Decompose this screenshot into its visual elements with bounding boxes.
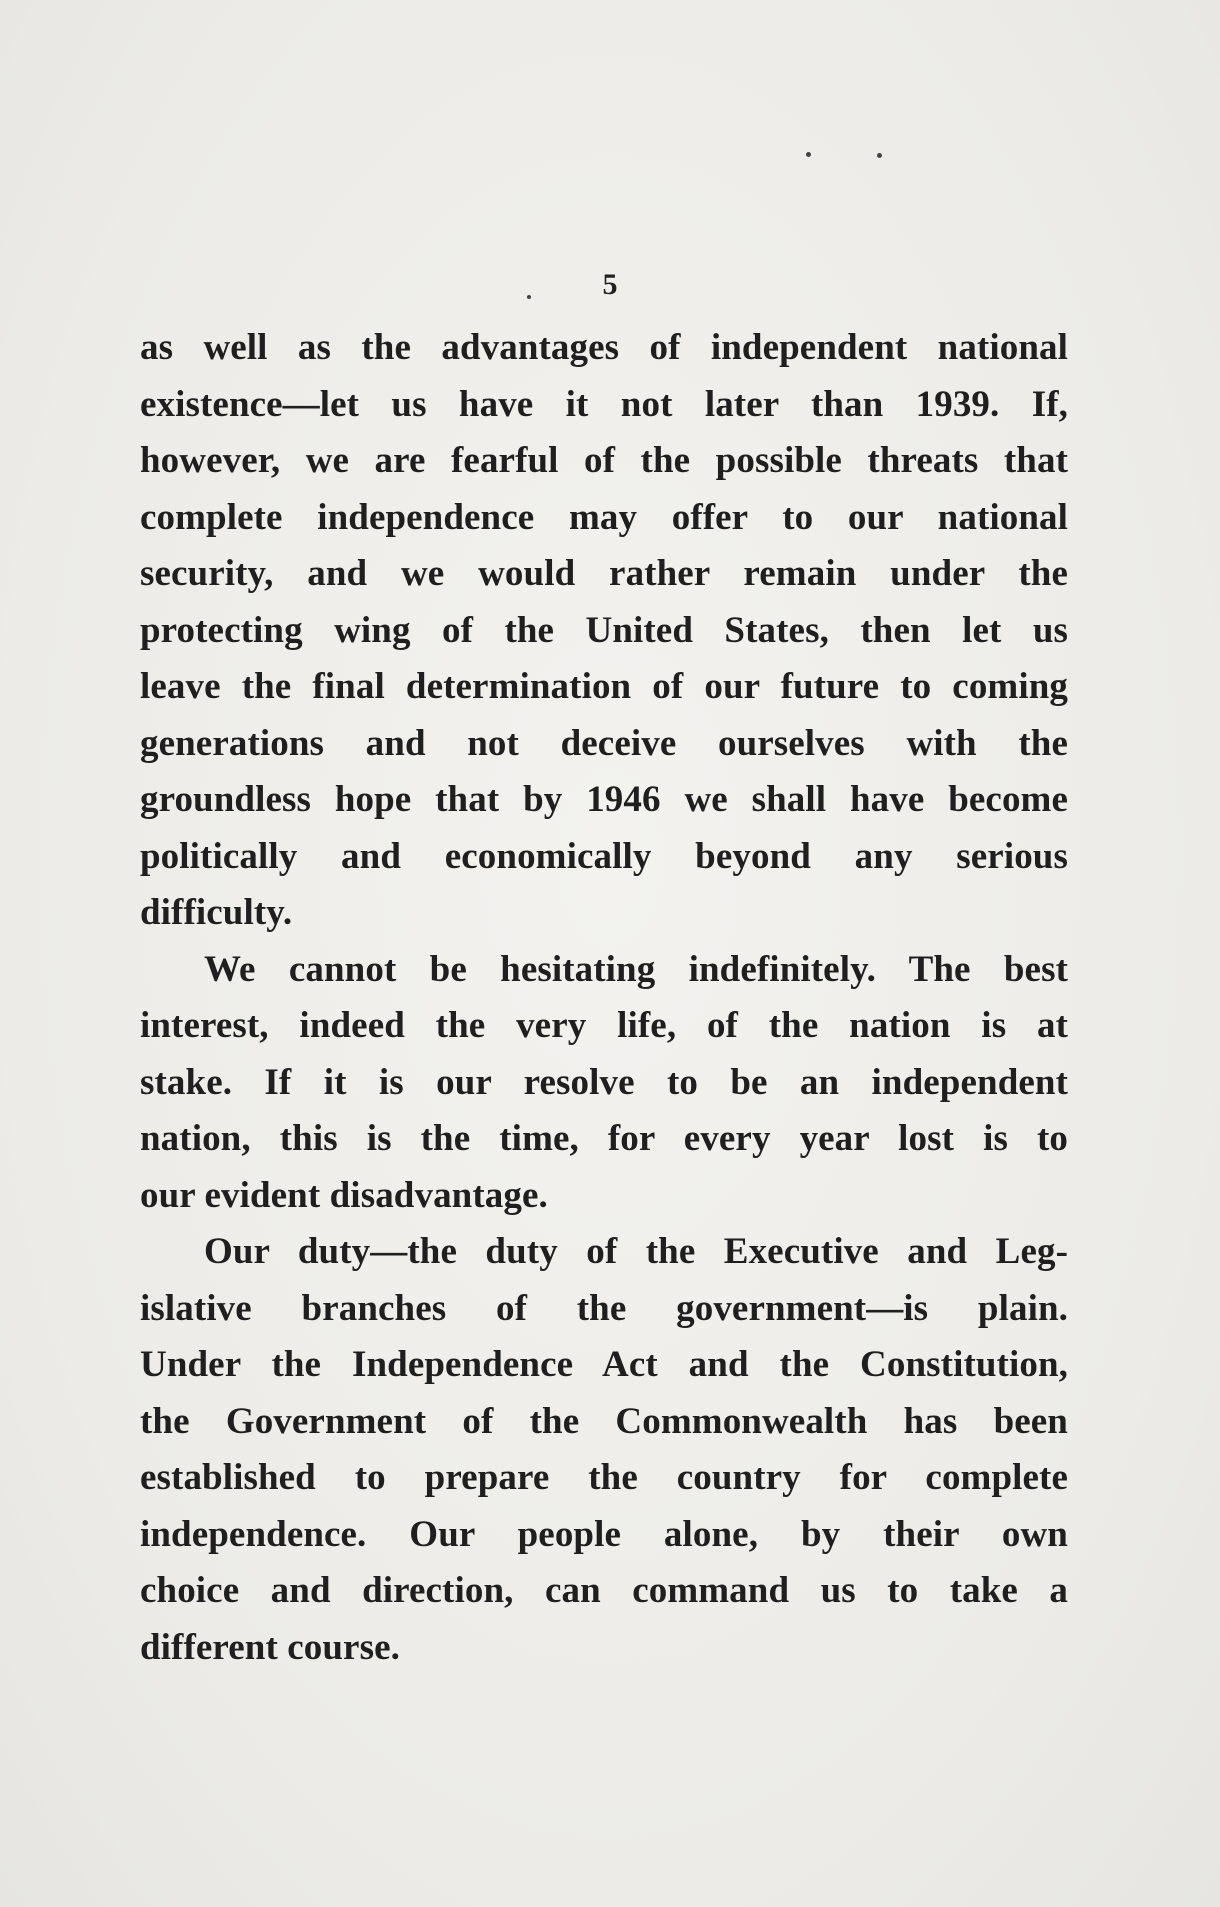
page-number: 5 [602,268,618,301]
text-line: existence—let us have it not later than 1939. If, [140,383,1068,425]
text-line: politically and economically beyond any serious [140,835,1068,877]
text-line: our evident disadvantage. [140,1174,548,1216]
paragraph-2 [140,942,1068,1225]
text-line: generations and not deceive ourselves with the [140,722,1068,764]
body-text [140,320,1068,1676]
text-line: islative branches of the government—is plain. [140,1287,1068,1329]
text-line: nation, this is the time, for every year lost is to [140,1118,1068,1159]
text-line: groundless hope that by 1946 we shall have become [140,779,1068,820]
text-line: Our duty—the duty of the Executive and Leg- [204,1231,1068,1272]
text-line: independence. Our people alone, by their own [140,1513,1068,1555]
text-line: leave the final determination of our future to coming [140,666,1068,707]
text-line: as well as the advantages of independent national [140,327,1068,368]
print-speck [806,152,811,157]
text-line: the Government of the Commonwealth has been [140,1400,1068,1442]
text-line: however, we are fearful of the possible threats that [140,440,1068,481]
text-line: choice and direction, can command us to take a [140,1570,1068,1611]
text-line: difficulty. [140,892,293,933]
text-line: We cannot be hesitating indefinitely. The best [204,948,1068,990]
text-line: stake. If it is our resolve to be an independent [140,1061,1068,1103]
text-line: protecting wing of the United States, then let us [140,609,1068,651]
text-line: Under the Independence Act and the Constitution, [140,1344,1068,1385]
text-line: security, and we would rather remain under the [140,553,1068,594]
text-line: complete independence may offer to our national [140,496,1068,538]
text-line: different course. [140,1626,400,1668]
text-line: interest, indeed the very life, of the nation is at [140,1005,1068,1046]
paragraph-3 [140,1224,1068,1676]
text-line: established to prepare the country for complete [140,1457,1068,1498]
paragraph-1 [140,320,1068,942]
print-speck [877,153,882,158]
